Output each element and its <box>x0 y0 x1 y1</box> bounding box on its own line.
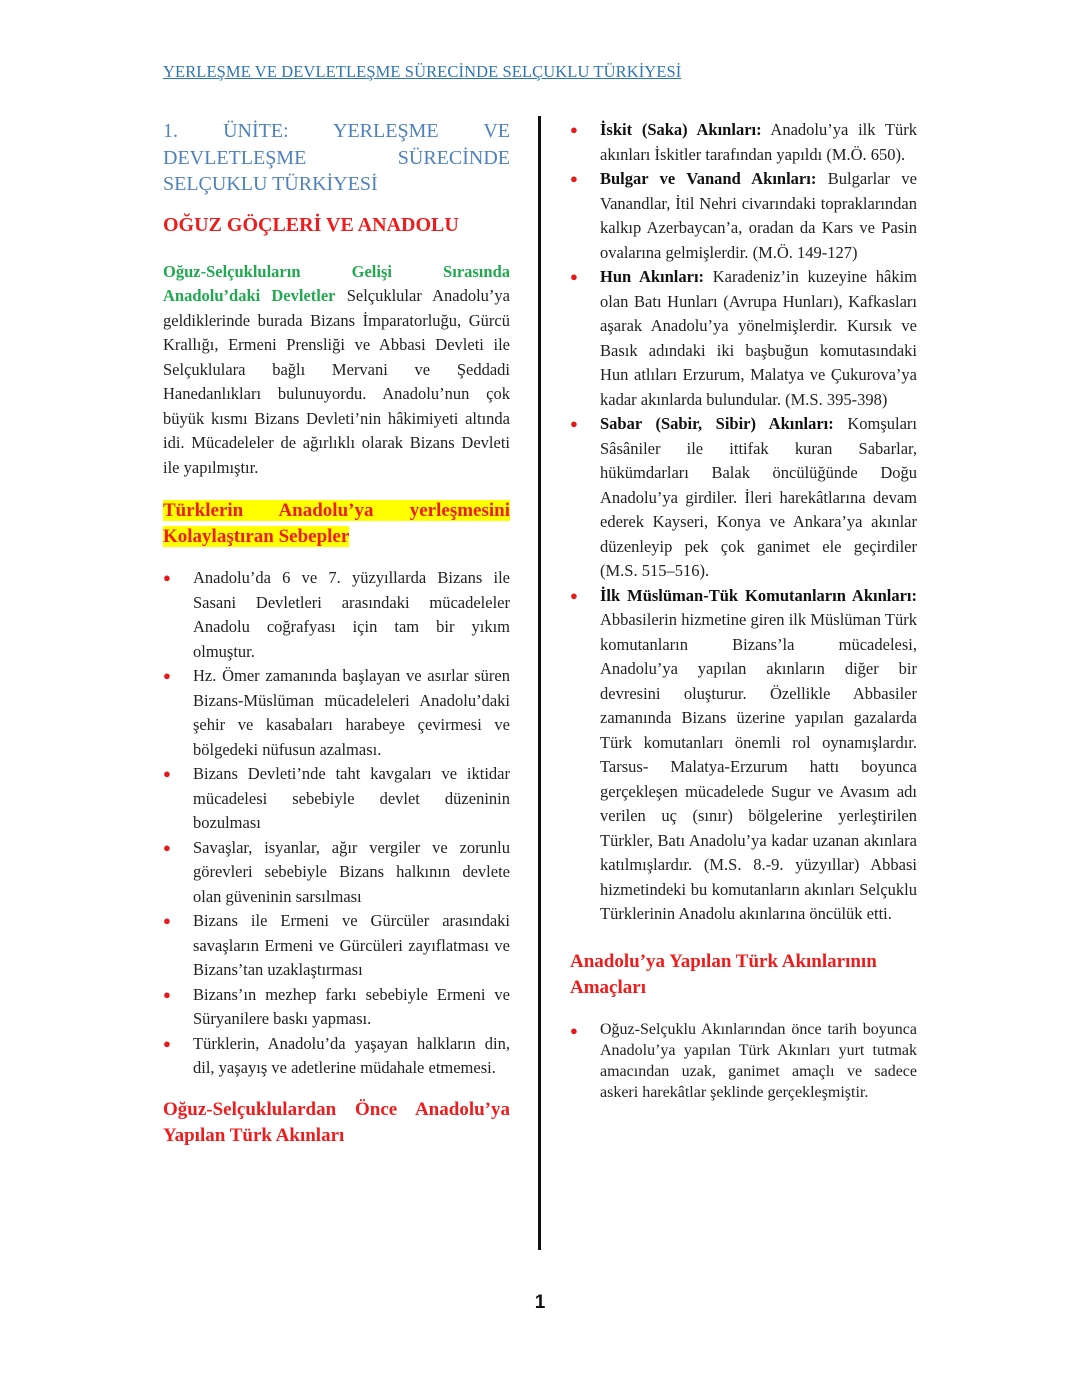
list-item <box>163 664 510 762</box>
reasons-list <box>163 566 510 1081</box>
bullet-icon: ● <box>163 668 171 683</box>
list-item <box>570 167 917 265</box>
unit-title: 1. ÜNİTE: YERLEŞME VE DEVLETLEŞME SÜRECİNDE SELÇUKLU TÜRKİYESİ <box>163 120 510 195</box>
list-item <box>570 1019 917 1103</box>
list-item-text: Anadolu’da 6 ve 7. yüzyıllarda Bizans ile Sasani Devletleri arasındaki mücadeleler Anadolu coğrafyası için tam bir yıkım olmuştur. <box>193 568 510 661</box>
bullet-icon: ● <box>163 1035 171 1051</box>
aims-list <box>570 1019 917 1103</box>
bullet-icon: ● <box>163 570 171 585</box>
document-header: YERLEŞME VE DEVLETLEŞME SÜRECİNDE SELÇUKLU TÜRKİYESİ <box>163 62 682 81</box>
column-divider <box>538 116 541 1250</box>
raid-term: Hun Akınları: <box>600 267 705 286</box>
list-item <box>570 412 917 584</box>
raid-term: Bulgar ve Vanand Akınları: <box>600 169 817 188</box>
list-item <box>163 1032 510 1081</box>
raid-term: Sabar (Sabir, Sibir) Akınları: <box>600 414 834 433</box>
bullet-icon: ● <box>570 171 578 186</box>
bullet-icon: ● <box>163 839 171 855</box>
raid-text: Karadeniz’in kuzeyine hâkim olan Batı Hunları (Avrupa Hunları), Kafkasları aşarak Anadolu’ya yönelmişlerdir. Kursık ve Basık adındaki iki başbuğun komutasındaki Hun atlıları Erzurum, Malatya ve Çukurova’ya kadar akınlarda bulundular. (M.S. 395-398) <box>600 267 917 409</box>
raid-text: Komşuları Sâsâniler ile ittifak kuran Sabarlar, hükümdarları Balak öncülüğünde Doğu Anadolu’ya girdiler. İleri harekâtlarına devam ederek Kayseri, Konya ve Ankara’ya akınlar düzenleyip pek çok ganimet ele geçirdiler (M.S. 515–516). <box>600 414 917 580</box>
raid-term: İlk Müslüman-Tük Komutanların Akınları: <box>600 585 917 605</box>
list-item <box>570 118 917 167</box>
raid-text: Anadolu’ya ilk Türk akınları İskitler tarafından yapıldı (M.Ö. 650). <box>600 120 917 164</box>
aims-title: Anadolu’ya Yapılan Türk Akınlarının Amaçları <box>570 950 877 998</box>
raid-term: İskit (Saka) Akınları: <box>600 120 762 139</box>
list-item <box>163 909 510 983</box>
list-item-text: Savaşlar, isyanlar, ağır vergiler ve zorunlu görevleri sebebiyle Bizans halkının devlete olan güveninin sarsılması <box>193 837 510 906</box>
list-item <box>163 836 510 910</box>
intro-lead: Oğuz-Selçukluların Gelişi Sırasında Anadolu’daki Devletler <box>163 261 510 305</box>
intro-paragraph <box>163 260 510 481</box>
bullet-icon: ● <box>570 1022 578 1038</box>
bottom-title: Oğuz-Selçuklulardan Önce Anadolu’ya Yapılan Türk Akınları <box>163 1098 510 1146</box>
list-item-text: Türklerin, Anadolu’da yaşayan halkların din, dil, yaşayış ve adetlerine müdahale etmemesi. <box>193 1033 510 1077</box>
list-item <box>163 566 510 664</box>
bullet-icon: ● <box>570 269 578 284</box>
list-item-text: Bizans’ın mezhep farkı sebebiyle Ermeni ve Süryanilere baskı yapması. <box>193 984 510 1028</box>
raid-text: Bulgarlar ve Vanandlar, İtil Nehri civarındaki topraklarından kalkıp Azerbaycan’a, oradan da Kars ve Pasin ovalarına gelmişlerdir. (M.Ö. 149-127) <box>600 169 917 262</box>
bullet-icon: ● <box>163 766 171 781</box>
list-item-text: Bizans ile Ermeni ve Gürcüler arasındaki savaşların Ermeni ve Gürcüleri zayıflatması ve Bizans’tan uzaklaştırması <box>193 911 510 979</box>
list-item-text: Hz. Ömer zamanında başlayan ve asırlar süren Bizans-Müslüman mücadeleleri Anadolu’daki şehir ve kasabaları harabeye çevirmesi ve bölgedeki nüfusun azalması. <box>193 666 510 759</box>
bullet-icon: ● <box>570 416 578 431</box>
bullet-icon: ● <box>570 122 578 137</box>
list-item <box>570 265 917 412</box>
raid-text: Abbasilerin hizmetine giren ilk Müslüman Türk komutanların Bizans’la mücadelesi, Anadolu’ya yapılan akınların diğer bir devresini oluşturur. Özellikle Abbasiler zamanında Bizans üzerine yapılan gazalarda Türk komutanları önemli rol oynamışlardır. Tarsus- Malatya-Erzurum hattı boyunca gerçekleşen mücadelede Sugur ve Avasım adı verilen uç (sınır) bölgelerine yerleştirilen Türkler, Batı Anadolu’ya kadar uzanan akınlara katılmışlardır. (M.S. 8.-9. yüzyıllar) Abbasi hizmetindeki bu komutanların akınları Selçuklu Türklerinin Anadolu akınlarına öncülük etti. <box>600 610 917 923</box>
highlight-title <box>163 498 510 550</box>
section-title: OĞUZ GÖÇLERİ VE ANADOLU <box>163 213 459 236</box>
bullet-icon: ● <box>163 913 171 928</box>
page-number: 1 <box>534 1292 546 1313</box>
bullet-icon: ● <box>570 587 578 603</box>
list-item <box>570 584 917 927</box>
left-column <box>163 118 510 1149</box>
list-item-text: Oğuz-Selçuklu Akınlarından önce tarih boyunca Anadolu’ya yapılan Türk Akınları yurt tutmak amacından uzak, ganimet amaçlı ve sadece askeri harekâtlar şeklinde gerçekleşmiştir. <box>600 1020 917 1101</box>
list-item <box>163 762 510 836</box>
highlight-title-text: Türklerin Anadolu’ya yerleşmesini Kolaylaştıran Sebepler <box>163 500 510 547</box>
list-item <box>163 983 510 1032</box>
bullet-icon: ● <box>163 986 171 1002</box>
intro-text: Selçuklular Anadolu’ya geldiklerinde burada Bizans İmparatorluğu, Gürcü Krallığı, Ermeni Prensliği ve Abbasi Devleti ile Selçuklulara bağlı Mervani ve Şeddadi Hanedanlıkları bulunuyordu. Anadolu’nun çok büyük kısmı Bizans Devleti’nin hâkimiyeti altında idi. Mücadeleler de ağırlıklı olarak Bizans Devleti ile yapılmıştır. <box>163 286 510 477</box>
list-item-text: Bizans Devleti’nde taht kavgaları ve iktidar mücadelesi sebebiyle devlet düzeninin bozulması <box>193 764 510 832</box>
right-column <box>570 118 917 1103</box>
raids-list <box>570 118 917 927</box>
